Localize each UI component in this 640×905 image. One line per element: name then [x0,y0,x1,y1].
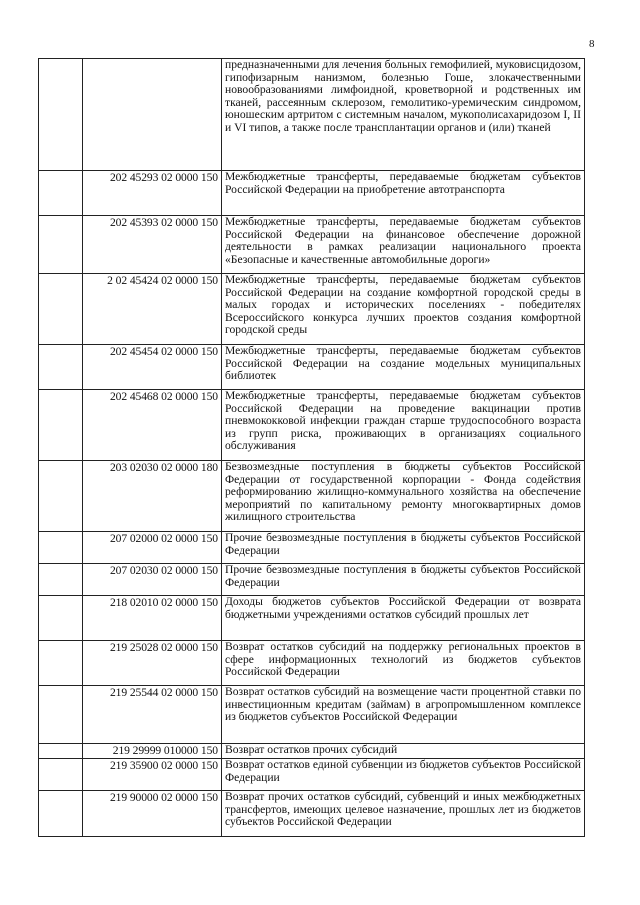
table-row [39,791,585,837]
table-row [39,686,585,744]
row-number-cell [39,686,83,744]
budget-code-cell: 218 02010 02 0000 150 [83,596,222,641]
table-row [39,759,585,791]
budget-code-cell: 219 25028 02 0000 150 [83,641,222,686]
budget-code-cell: 202 45454 02 0000 150 [83,345,222,390]
description-cell: Прочие безвозмездные поступления в бюджеты субъектов Российской Федерации [222,564,585,596]
description-cell: Межбюджетные трансферты, передаваемые бюджетам субъектов Российской Федерации на приобретение автотранспорта [222,171,585,216]
table-row [39,596,585,641]
row-number-cell [39,216,83,274]
table-row [39,532,585,564]
table-row [39,59,585,171]
table-row [39,171,585,216]
row-number-cell [39,759,83,791]
description-cell: Межбюджетные трансферты, передаваемые бюджетам субъектов Российской Федерации на финансовое обеспечение дорожной деятельности в рамках реализации национального проекта «Безопасные и качественные автомобильные дороги» [222,216,585,274]
budget-code-cell: 219 29999 010000 150 [83,744,222,759]
budget-codes-table [38,58,585,837]
description-cell: Безвозмездные поступления в бюджеты субъектов Российской Федерации от государственной корпорации - Фонда содействия реформированию жилищно-коммунального хозяйства на обеспечение мероприятий по капитальному ремонту многоквартирных домов жилищного строительства [222,461,585,532]
budget-code-cell: 219 35900 02 0000 150 [83,759,222,791]
row-number-cell [39,744,83,759]
row-number-cell [39,390,83,461]
table-body [39,59,585,837]
description-cell: Возврат остатков субсидий на возмещение части процентной ставки по инвестиционным кредитам (займам) в агропромышленном комплексе из бюджетов субъектов Российской Федерации [222,686,585,744]
budget-code-cell [83,59,222,171]
table-row [39,390,585,461]
description-cell: Прочие безвозмездные поступления в бюджеты субъектов Российской Федерации [222,532,585,564]
row-number-cell [39,641,83,686]
row-number-cell [39,59,83,171]
table-row [39,744,585,759]
description-cell: Возврат прочих остатков субсидий, субвенций и иных межбюджетных трансфертов, имеющих целевое назначение, прошлых лет из бюджетов субъектов Российской Федерации [222,791,585,837]
row-number-cell [39,274,83,345]
description-cell: предназначенными для лечения больных гемофилией, муковисцидозом, гипофизарным нанизмом, болезнью Гоше, злокачественными новообразованиями лимфоидной, кроветворной и родственных им тканей, рассеянным склерозом, гемолитико-уремическим синдромом, юношеским артритом с системным началом, мукополисахаридозом I, II и VI типов, а также после трансплантации органов и (или) тканей [222,59,585,171]
table-row [39,564,585,596]
row-number-cell [39,461,83,532]
row-number-cell [39,791,83,837]
budget-code-cell: 207 02030 02 0000 150 [83,564,222,596]
description-cell: Межбюджетные трансферты, передаваемые бюджетам субъектов Российской Федерации на проведение вакцинации против пневмококковой инфекции граждан старше трудоспособного возраста из групп риска, проживающих в организациях социального обслуживания [222,390,585,461]
table-row [39,641,585,686]
description-cell: Доходы бюджетов субъектов Российской Федерации от возврата бюджетными учреждениями остатков субсидий прошлых лет [222,596,585,641]
budget-code-cell: 219 90000 02 0000 150 [83,791,222,837]
budget-code-cell: 202 45468 02 0000 150 [83,390,222,461]
table-row [39,274,585,345]
row-number-cell [39,171,83,216]
table-row [39,461,585,532]
description-cell: Межбюджетные трансферты, передаваемые бюджетам субъектов Российской Федерации на создание комфортной городской среды в малых городах и исторических поселениях - победителях Всероссийского конкурса лучших проектов создания комфортной городской среды [222,274,585,345]
description-cell: Межбюджетные трансферты, передаваемые бюджетам субъектов Российской Федерации на создание модельных муниципальных библиотек [222,345,585,390]
description-cell: Возврат остатков единой субвенции из бюджетов субъектов Российской Федерации [222,759,585,791]
row-number-cell [39,532,83,564]
description-cell: Возврат остатков субсидий на поддержку региональных проектов в сфере информационных технологий из бюджетов субъектов Российской Федерации [222,641,585,686]
budget-code-cell: 2 02 45424 02 0000 150 [83,274,222,345]
row-number-cell [39,564,83,596]
description-cell: Возврат остатков прочих субсидий [222,744,585,759]
budget-code-cell: 202 45393 02 0000 150 [83,216,222,274]
budget-code-cell: 207 02000 02 0000 150 [83,532,222,564]
budget-code-cell: 219 25544 02 0000 150 [83,686,222,744]
row-number-cell [39,596,83,641]
row-number-cell [39,345,83,390]
budget-code-cell: 203 02030 02 0000 180 [83,461,222,532]
table-row [39,216,585,274]
page-number: 8 [589,38,595,50]
budget-code-cell: 202 45293 02 0000 150 [83,171,222,216]
table-row [39,345,585,390]
